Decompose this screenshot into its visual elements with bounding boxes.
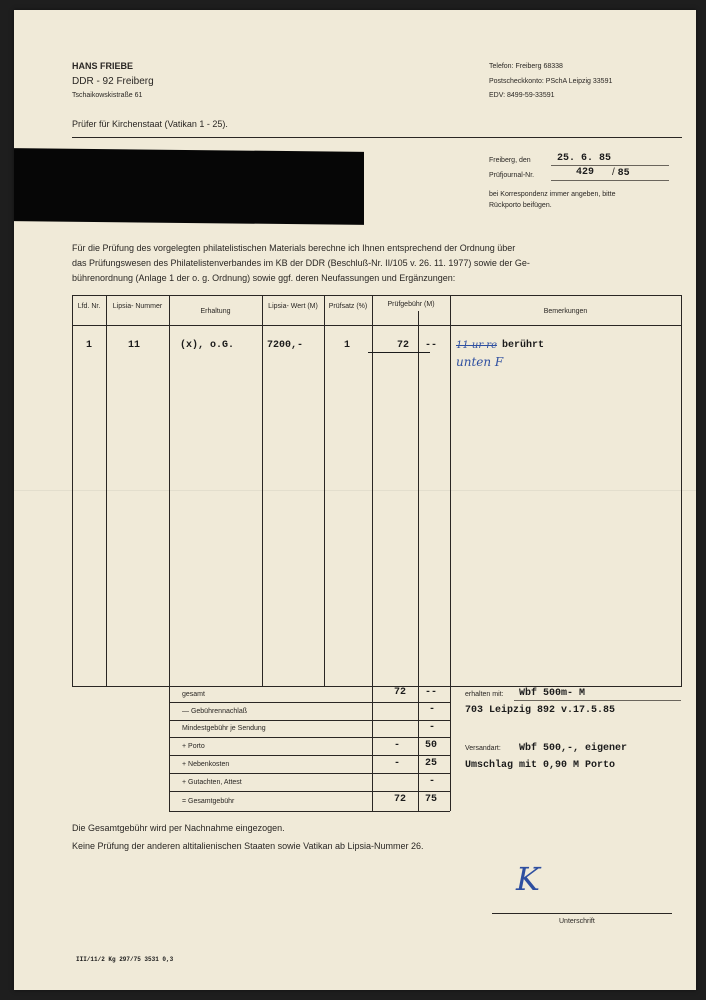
cell-gebuehr-pf: -- [425,340,438,351]
summary-m: - [394,758,401,769]
sender-city: DDR - 92 Freiberg [72,76,154,87]
col-header-wert: Lipsia- Wert (M) [268,303,318,310]
received-line1: Wbf 500m- M [519,688,586,699]
received-line2: 703 Leipzig 892 v.17.5.85 [465,705,616,716]
journal-label: Prüfjournal-Nr. [489,172,535,179]
received-underline [514,700,681,701]
summary-pf: 75 [425,794,438,805]
intro-line3: bührenordnung (Anlage 1 der o. g. Ordnung) sowie ggf. deren Neufassungen und Ergänzungen: [72,273,456,283]
summary-label: + Nebenkosten [182,761,230,768]
sender-street: Tschaikowskistraße 61 [72,92,143,99]
summary-label: + Porto [182,743,205,750]
cell-gebuehr-m: 72 [397,340,410,351]
intro-line2: das Prüfungswesen des Philatelistenverbandes im KB der DDR (Beschluß-Nr. II/105 v. 26. 11. 1977) sowie der Ge- [72,258,530,268]
date-value: 25. 6. 85 [557,153,612,164]
col-header-lipsia: Lipsia- Nummer [112,303,163,310]
summary-pf: 50 [425,740,438,751]
shipped-label: Versandart: [465,745,501,752]
summary-pf: - [429,704,436,715]
examiner-role: Prüfer für Kirchenstaat (Vatikan 1 - 25). [72,119,228,129]
contact-edv: EDV: 8499-59-33591 [489,92,555,99]
summary-pf: - [429,776,436,787]
shipped-line2: Umschlag mit 0,90 M Porto [465,760,616,771]
date-label: Freiberg, den [489,157,531,164]
summary-label: = Gesamtgebühr [182,798,235,805]
cell-erhaltung: (x), o.G. [180,340,235,351]
cell-wert: 7200,- [267,340,304,351]
cell-lipsia: 11 [128,340,141,351]
signature-line [492,913,672,914]
contact-postcheck: Postscheckkonto: PSchA Leipzig 33591 [489,78,613,85]
header-divider [72,137,682,138]
cell-lfd: 1 [86,340,93,351]
form-sheet: HANS FRIEBE DDR - 92 Freiberg Tschaikowskistraße 61 Prüfer für Kirchenstaat (Vatikan 1 - 25). Telefon: Freiberg 68338 Postscheckkonto: PSchA Leipzig 33591 EDV: 8499-59-33591 Freiberg, den 25. 6. 85 Prüfjournal-Nr. 429 / 85 bei Korrespondenz immer angeben, bitte Rückporto beifügen. Für die Prüfung des vorgelegten philatelistischen Materials berechne ich Ihnen entsprechend der Ordnung über das Prüfungswesen des Philatelistenverbandes im KB der DDR (Beschluß-Nr. II/105 v. 26. 11. 1977) sowie der Ge- bührenordnung (Anlage 1 der o. g. Ordnung) sowie ggf. deren Neufassungen und Ergänzungen: Lfd. Nr. Lipsia- Nummer Erhaltung Lipsia- Wert (M) Prüfsatz (%) Prüfgebühr (M) Bemerkungen 1 11 (x), o.G. 7200,- 1 72 -- 11 ur re berührt unten F gesamt 72 -- — Gebührennachlaß - Mindestgebühr je Sendung - + Porto - 50 + Nebenkosten - 25 + Gutachten, Attest - = Gesamtgebühr 72 75 erhalten mit: Wbf 500m- M 703 Leipzig 892 v.17.5.85 Versandart: Wbf 500,-, eigener Umschlag mit 0,90 M Porto Die Gesamtgebühr wird per Nachnahme eingezogen. Keine Prüfung der anderen altitalienischen Staaten sowie Vatikan ab Lipsia-Nummer 26. K Unterschrift III/11/2 Kg 297/75 3531 0,3 [14,10,696,990]
journal-value: 429 [576,167,595,178]
journal-year: 85 [617,168,630,179]
col-header-lfd: Lfd. Nr. [77,303,101,310]
summary-label: — Gebührennachlaß [182,708,247,715]
summary-m: 72 [394,794,407,805]
summary-label: gesamt [182,691,205,698]
footer-note2: Keine Prüfung der anderen altitalienischen Staaten sowie Vatikan ab Lipsia-Nummer 26. [72,841,424,851]
journal-line [551,168,669,181]
cell-remark-handwritten: unten F [456,355,504,369]
col-header-pruefsatz: Prüfsatz (%) [328,303,368,310]
summary-pf: -- [425,687,438,698]
received-label: erhalten mit: [465,691,504,698]
note-line2: Rückporto beifügen. [489,202,552,209]
contact-phone: Telefon: Freiberg 68338 [489,63,563,70]
summary-label: Mindestgebühr je Sendung [182,725,266,732]
summary-pf: - [429,722,436,733]
col-header-erhaltung: Erhaltung [200,308,231,315]
summary-label: + Gutachten, Attest [182,779,242,786]
intro-line1: Für die Prüfung des vorgelegten philatelistischen Materials berechne ich Ihnen entsprechend der Ordnung über [72,243,516,253]
cell-remark: berührt [502,340,545,351]
cell-pruefsatz: 1 [344,340,351,351]
signature-label: Unterschrift [559,918,595,925]
summary-m: 72 [394,687,407,698]
col-header-bemerkungen: Bemerkungen [543,308,588,315]
redaction-bar [14,148,364,225]
note-line1: bei Korrespondenz immer angeben, bitte [489,191,616,198]
footer-note1: Die Gesamtgebühr wird per Nachnahme eingezogen. [72,823,285,833]
sender-name: HANS FRIEBE [72,61,134,71]
summary-m: - [394,740,401,751]
print-code: III/11/2 Kg 297/75 3531 0,3 [76,956,174,963]
cell-remark-struck: 11 ur re [456,340,498,351]
shipped-line1: Wbf 500,-, eigener [519,743,628,754]
col-header-gebuehr: Prüfgebühr (M) [387,301,435,308]
signature: K [516,860,540,898]
paper-fold [14,490,696,491]
fee-underline [368,352,430,353]
summary-pf: 25 [425,758,438,769]
